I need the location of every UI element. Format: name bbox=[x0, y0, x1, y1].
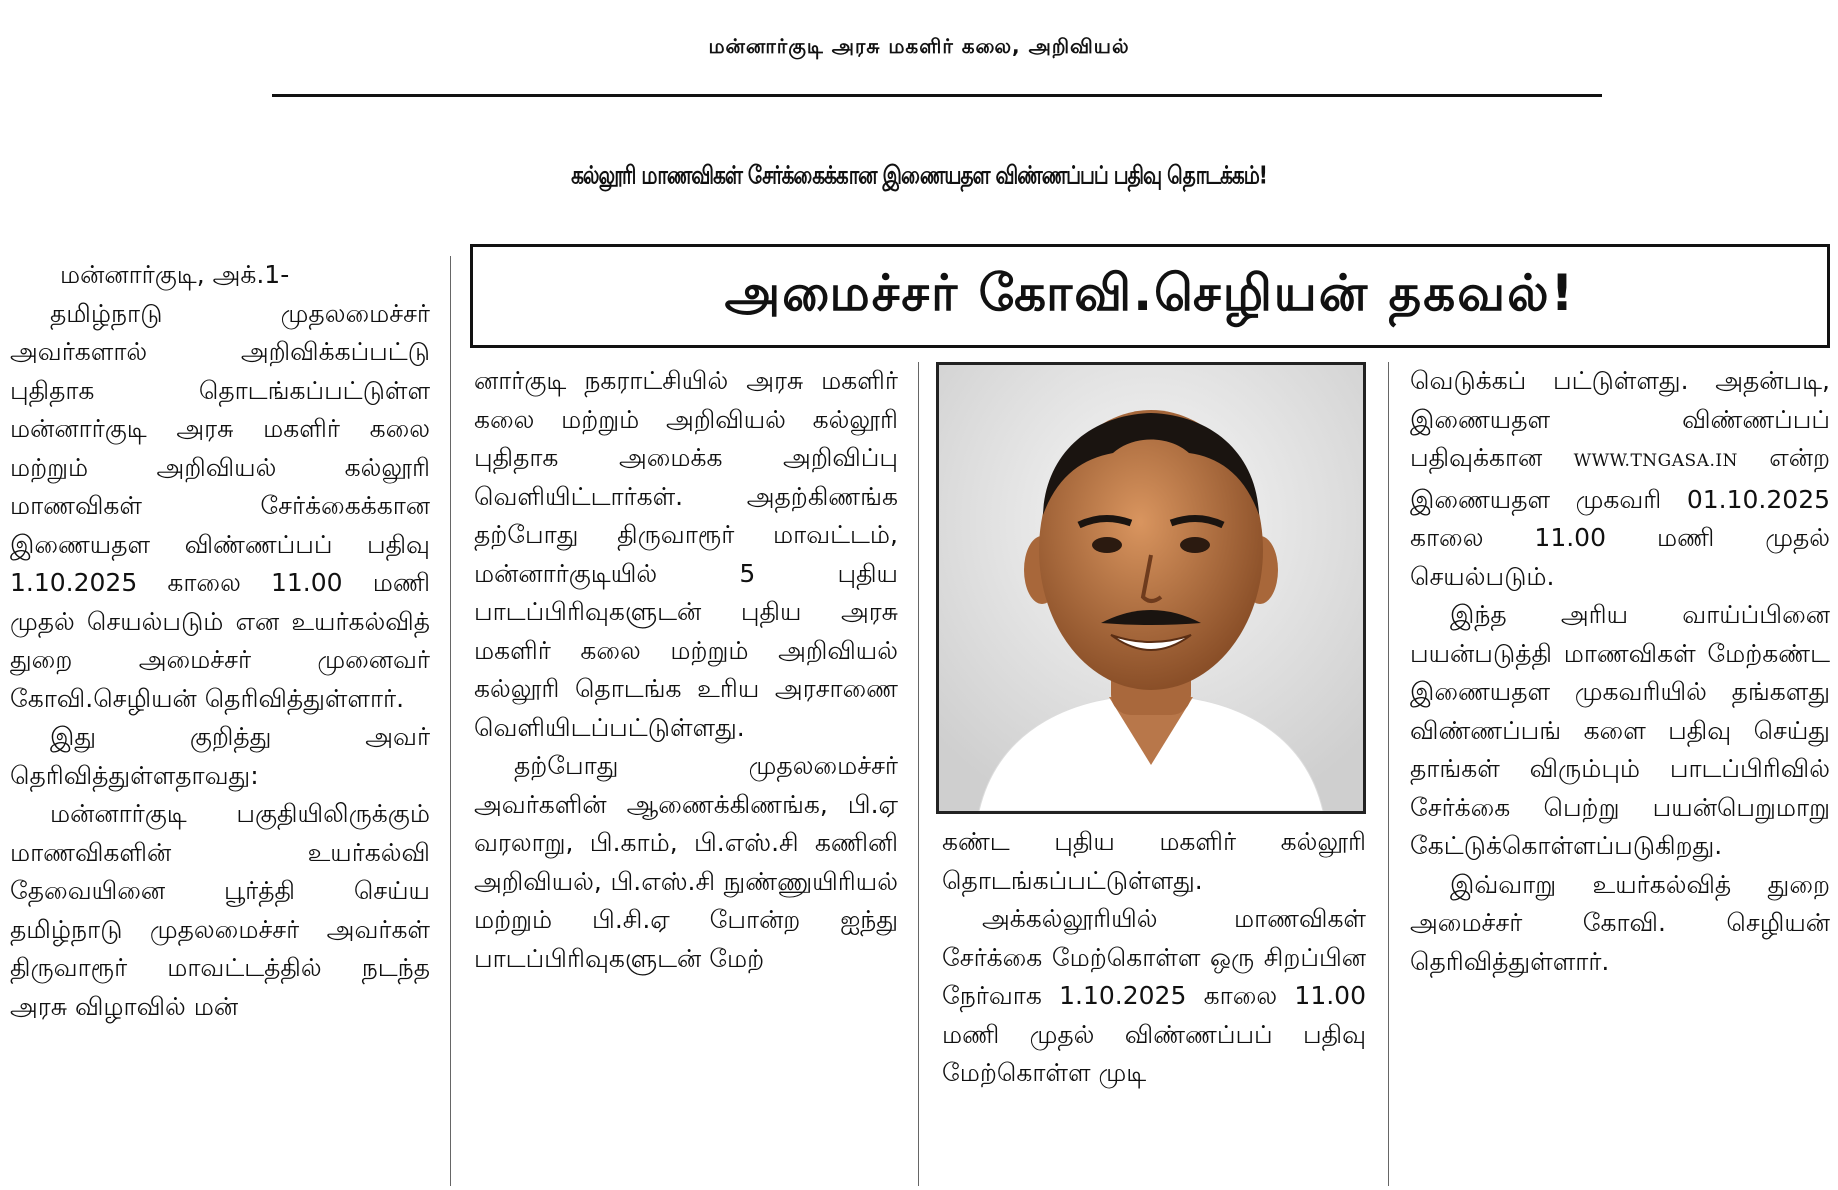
subheadline: அமைச்சர் கோவி.செழியன் தகவல்! bbox=[724, 263, 1576, 322]
paragraph: மன்னார்குடி பகுதியிலிருக்கும் மாணவிகளின் உயர்கல்வி தேவையினை பூர்த்தி செய்ய தமிழ்நாடு முதலமைச்சர் அவர்கள் திருவாரூர் மாவட்டத்தில் நடந்த அரசு விழாவில் மன் bbox=[10, 799, 430, 1021]
headline-line-1: மன்னார்குடி அரசு மகளிர் கலை, அறிவியல் bbox=[708, 34, 1130, 58]
article-column-2 bbox=[474, 362, 898, 978]
paragraph: தமிழ்நாடு முதலமைச்சர் அவர்களால் அறிவிக்கப்பட்டு புதிதாக தொடங்கப்பட்டுள்ள மன்னார்குடி அரசு மகளிர் கலை மற்றும் அறிவியல் கல்லூரி மாணவிகள் சேர்க்கைக்கான இணையதள விண்ணப்பப் பதிவு 1.10.2025 காலை 11.00 மணி முதல் செயல்படும் என உயர்கல்வித் துறை அமைச்சர் முனைவர் கோவி.செழியன் தெரிவித்துள்ளார். bbox=[10, 298, 430, 713]
column-divider bbox=[450, 256, 451, 1186]
paragraph: இந்த அரிய வாய்ப்பினை பயன்படுத்தி மாணவிகள் மேற்கண்ட இணையதள முகவரியில் தங்களது விண்ணப்பங் களை பதிவு செய்து தாங்கள் விரும்பும் பாடப்பிரிவில் சேர்க்கை பெற்று பயன்பெறுமாறு கேட்டுக்கொள்ளப்படுகிறது. bbox=[1410, 600, 1830, 860]
article-column-4 bbox=[1410, 362, 1830, 981]
column-divider bbox=[918, 362, 919, 1186]
subheadline-box bbox=[470, 244, 1830, 348]
paragraph: இவ்வாறு உயர்கல்வித் துறை அமைச்சர் கோவி. செழியன் தெரிவித்துள்ளார். bbox=[1410, 869, 1830, 976]
paragraph: கண்ட புதிய மகளிர் கல்லூரி தொடங்கப்பட்டுள்ளது. bbox=[942, 827, 1366, 895]
paragraph: இது குறித்து அவர் தெரிவித்துள்ளதாவது: bbox=[10, 722, 430, 790]
paragraph bbox=[1410, 362, 1830, 596]
article-column-3 bbox=[942, 823, 1366, 1093]
headline-line-2: கல்லூரி மாணவிகள் சேர்க்கைக்கான இணையதள விண்ணப்பப் பதிவு தொடக்கம்! bbox=[571, 159, 1267, 190]
paragraph: தற்போது முதலமைச்சர் அவர்களின் ஆணைக்கிணங்க, பி.ஏ வரலாறு, பி.காம், பி.எஸ்.சி கணினி அறிவியல், பி.எஸ்.சி நுண்ணுயிரியல் மற்றும் பி.சி.ஏ போன்ற ஐந்து பாடப்பிரிவுகளுடன் மேற் bbox=[474, 751, 898, 973]
headline-rule bbox=[272, 94, 1602, 97]
paragraph-text: என்ற இணையதள முகவரி 01.10.2025 காலை 11.00 மணி முதல் செயல்படும். bbox=[1410, 443, 1830, 591]
website-url: WWW.TNGASA.IN bbox=[1573, 451, 1738, 471]
column-divider bbox=[1388, 362, 1389, 1186]
dateline: மன்னார்குடி, அக்.1- bbox=[60, 260, 290, 289]
article-column-1 bbox=[10, 256, 430, 1026]
paragraph-text: வெடுக்கப் பட்டுள்ளது. அதன்படி, இணையதள விண்ணப்பப் பதிவுக்கான bbox=[1410, 366, 1830, 472]
paragraph: னார்குடி நகராட்சியில் அரசு மகளிர் கலை மற்றும் அறிவியல் கல்லூரி புதிதாக அமைக்க அறிவிப்பு வெளியிட்டார்கள். அதற்கிணங்க தற்போது திருவாரூர் மாவட்டம், மன்னார்குடியில் 5 புதிய பாடப்பிரிவுகளுடன் புதிய அரசு மகளிர் கலை மற்றும் அறிவியல் கல்லூரி தொடங்க உரிய அரசாணை வெளியிடப்பட்டுள்ளது. bbox=[474, 366, 898, 742]
paragraph: அக்கல்லூரியில் மாணவிகள் சேர்க்கை மேற்கொள்ள ஒரு சிறப்பின நேர்வாக 1.10.2025 காலை 11.00 மணி முதல் விண்ணப்பப் பதிவு மேற்கொள்ள முடி bbox=[942, 904, 1366, 1087]
portrait-photo bbox=[936, 362, 1366, 814]
portrait-icon bbox=[939, 365, 1363, 811]
